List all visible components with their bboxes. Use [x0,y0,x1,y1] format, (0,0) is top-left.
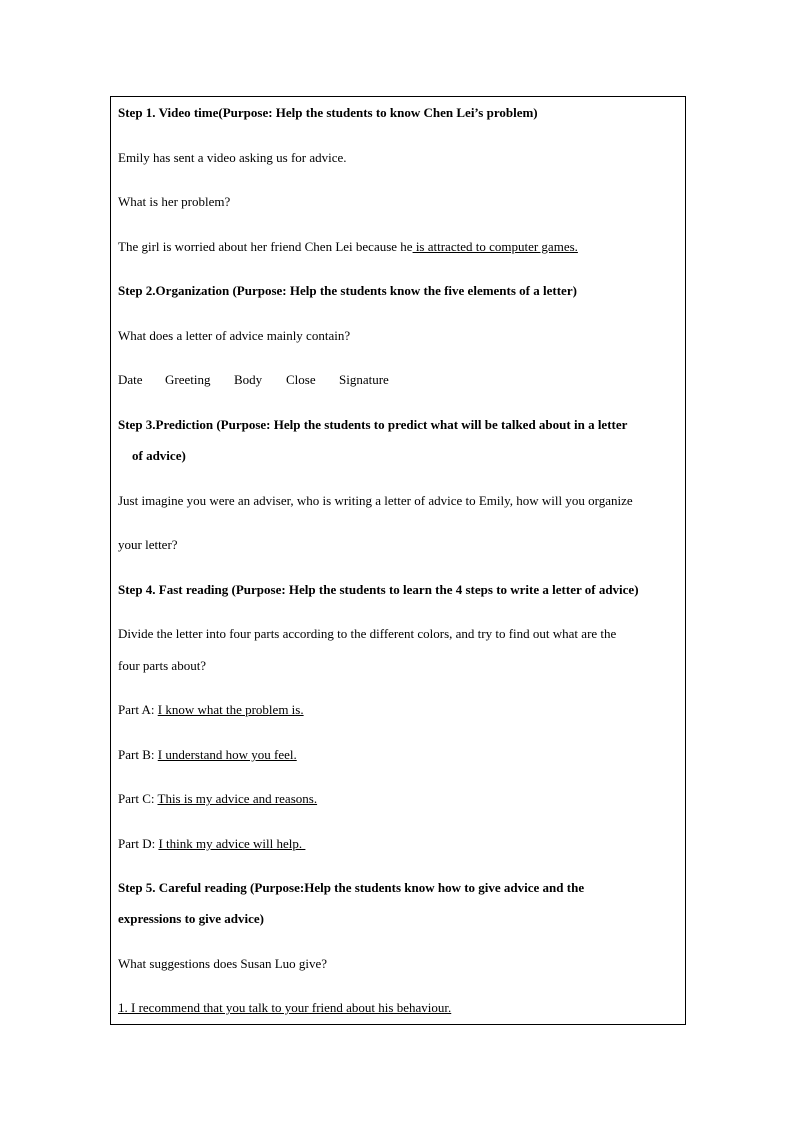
step1-heading: Step 1. Video time(Purpose: Help the students to know Chen Lei’s problem) [118,105,538,120]
element-greeting: Greeting [165,372,211,387]
part-c-label: Part C: [118,791,158,806]
part-b-answer: I understand how you feel. [157,747,297,762]
step1-answer-prefix: The girl is worried about her friend Chen Lei because he [118,239,413,254]
element-date: Date [118,372,143,387]
element-close: Close [286,372,316,387]
part-d-answer: I think my advice will help. [158,836,306,851]
step5-heading: Step 5. Careful reading (Purpose:Help the students know how to give advice and the [118,880,585,895]
step1-answer-underlined: is attracted to computer games. [412,239,578,254]
step3-heading-cont: of advice) [132,448,186,463]
step1-answer [118,239,578,255]
part-a [118,702,304,718]
part-d [118,836,305,852]
part-b [118,747,297,763]
step4-text-cont: four parts about? [118,658,207,673]
step5-heading-cont: expressions to give advice) [118,911,264,926]
step4-text: Divide the letter into four parts according to the different colors, and try to find out what are the [118,626,617,641]
step3-heading: Step 3.Prediction (Purpose: Help the students to predict what will be talked about in a letter [118,417,628,432]
element-body: Body [234,372,263,387]
part-c-answer: This is my advice and reasons. [157,791,318,806]
letter-elements [118,372,389,388]
step5-question: What suggestions does Susan Luo give? [118,956,328,971]
step1-intro: Emily has sent a video asking us for advice. [118,150,347,165]
element-signature: Signature [339,372,389,387]
step5-answer-1: 1. I recommend that you talk to your friend about his behaviour. [118,1000,452,1015]
part-d-label: Part D: [118,836,159,851]
step1-question: What is her problem? [118,194,231,209]
step2-question: What does a letter of advice mainly contain? [118,328,351,343]
lesson-steps-table [110,96,686,1025]
part-b-label: Part B: [118,747,158,762]
part-a-label: Part A: [118,702,158,717]
part-c [118,791,317,807]
step2-heading: Step 2.Organization (Purpose: Help the students know the five elements of a letter) [118,283,577,298]
part-a-answer: I know what the problem is. [157,702,304,717]
step3-text: Just imagine you were an adviser, who is writing a letter of advice to Emily, how will you organize [118,493,633,508]
step4-heading: Step 4. Fast reading (Purpose: Help the students to learn the 4 steps to write a letter of advice) [118,582,639,597]
step3-text-cont: your letter? [118,537,178,552]
